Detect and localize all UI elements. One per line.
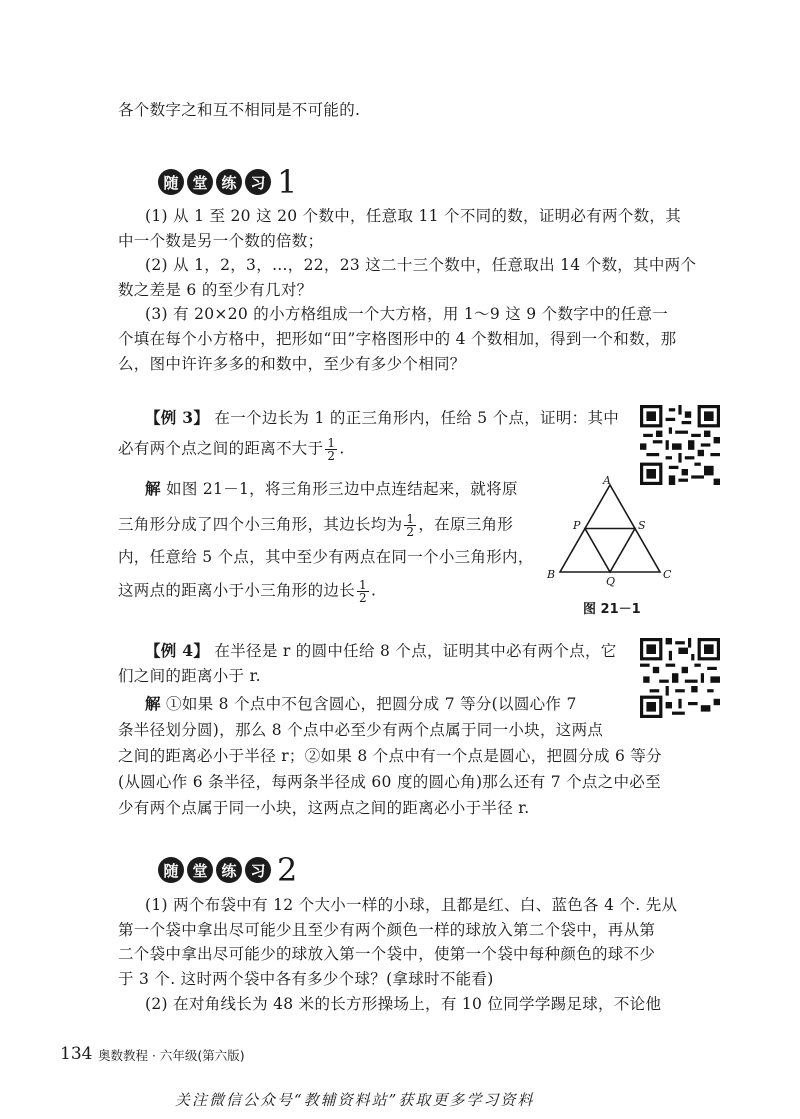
practice2-line: 第一个袋中拿出尽可能少且至少有两个颜色一样的球放入第二个袋中，再从第: [118, 921, 656, 939]
example3-solution-line1: [145, 479, 518, 499]
heading-char: 练: [216, 857, 242, 883]
practice-heading-1: [158, 163, 298, 201]
solution-text: 三角形分成了四个小三角形，其边长均为: [118, 515, 403, 534]
example3-solution-line2: [118, 513, 513, 538]
book-title: 奥数教程 · 六年级(第六版): [98, 1048, 245, 1063]
example4-solution-line4: (从圆心作 6 条半径，每两条半径成 60 度的圆心角)那么还有 7 个点之中必至: [118, 773, 661, 791]
period: .: [370, 581, 377, 600]
practice1-line: (2) 从 1，2，3，…，22，23 这二十三个数中，任意取出 14 个数，其中两个: [145, 256, 697, 274]
heading-number: 1: [277, 163, 298, 201]
solution-label: 解: [145, 479, 161, 498]
practice1-line: 中一个数是另一个数的倍数；: [118, 232, 324, 250]
heading-char: 习: [245, 857, 271, 883]
intro-line: 各个数字之和互不相同是不可能的.: [118, 101, 361, 119]
heading-char: 习: [245, 169, 271, 195]
qr-code-icon: [640, 638, 720, 718]
solution-text: ①如果 8 个点中不包含圆心，把圆分成 7 等分(以圆心作 7: [166, 695, 577, 713]
practice1-line: 么，图中许许多多的和数中，至少有多少个相同？: [118, 355, 466, 373]
example4-problem: [145, 641, 617, 661]
practice2-line: (1) 两个布袋中有 12 个大小一样的小球，且都是红、白、蓝色各 4 个. 先从: [145, 896, 678, 914]
figure-caption: 图 21－1: [583, 602, 641, 617]
vertex-label-c: C: [663, 568, 672, 581]
example4-solution-line1: [145, 694, 577, 714]
example3-problem: [145, 408, 619, 428]
example4-problem-line2: 们之间的距离小于 r.: [118, 667, 261, 685]
period: .: [339, 439, 345, 458]
example4-solution-line3: 之间的距离必小于半径 r；②如果 8 个点中有一个点是圆心，把圆分成 6 等分: [118, 747, 662, 765]
heading-char: 堂: [187, 169, 213, 195]
example4-text: 在半径是 r 的圆中任给 8 个点，证明其中必有两个点，它: [214, 642, 617, 660]
vertex-label-b: B: [547, 568, 556, 581]
midpoint-label-s: S: [638, 519, 646, 532]
solution-text: 如图 21－1，将三角形三边中点连结起来，就将原: [166, 480, 518, 498]
page-number: 134: [60, 1044, 93, 1064]
example4-label: 【例 4】: [145, 641, 210, 660]
heading-number: 2: [277, 851, 298, 889]
fraction-one-half: $\frac{1}{2}$: [406, 512, 415, 539]
practice1-line: (1) 从 1 至 20 这 20 个数中，任意取 11 个不同的数，证明必有两个数，其: [145, 207, 682, 225]
practice2-line: (2) 在对角线长为 48 米的长方形操场上，有 10 位同学学踢足球，不论他: [145, 995, 662, 1013]
practice2-line: 二个袋中拿出尽可能少的球放入第一个袋中，使第一个袋中每种颜色的球不少: [118, 945, 656, 963]
example4-solution-line5: 少有两个点属于同一小块，这两点之间的距离必小于半径 r.: [118, 799, 530, 817]
practice-heading-2: [158, 851, 298, 889]
qr-code-icon: [640, 405, 720, 485]
example4-solution-line2: 条半径划分圆)，那么 8 个点中必至少有两个点属于同一小块，这两点: [118, 721, 604, 739]
example3-solution-line4: [118, 579, 376, 604]
midpoint-label-q: Q: [606, 575, 616, 588]
triangle-figure: [540, 475, 710, 600]
solution-text: 这两点的距离小于小三角形的边长: [118, 581, 356, 600]
solution-label: 解: [145, 694, 161, 713]
example3-solution-line3: 内，任意给 5 个点，其中至少有两点在同一个小三角形内，: [118, 548, 534, 566]
heading-char: 随: [158, 857, 184, 883]
practice1-line: 个填在每个小方格中，把形如“田”字格图形中的 4 个数相加，得到一个和数，那: [118, 330, 677, 348]
example3-problem-line2: [118, 437, 345, 462]
practice1-line: (3) 有 20×20 的小方格组成一个大方格，用 1～9 这 9 个数字中的任意一: [145, 305, 669, 323]
practice2-line: 于 3 个. 这时两个袋中各有多少个球？(拿球时不能看): [118, 970, 494, 988]
heading-char: 随: [158, 169, 184, 195]
practice1-line: 数之差是 6 的至少有几对？: [118, 281, 313, 299]
footer-watermark-note: 关注微信公众号“教辅资料站”获取更多学习资料: [175, 1091, 535, 1109]
vertex-label-a: A: [603, 475, 611, 487]
fraction-one-half: $\frac{1}{2}$: [359, 578, 367, 605]
heading-char: 堂: [187, 857, 213, 883]
midpoint-label-p: P: [573, 519, 581, 532]
example3-text: 必有两个点之间的距离不大于: [118, 439, 324, 458]
solution-text: ，在原三角形: [418, 515, 514, 534]
example3-text: 在一个边长为 1 的正三角形内，任给 5 个点，证明：其中: [214, 409, 620, 427]
heading-char: 练: [216, 169, 242, 195]
fraction-one-half: $\frac{1}{2}$: [327, 436, 336, 463]
example3-label: 【例 3】: [145, 408, 210, 427]
